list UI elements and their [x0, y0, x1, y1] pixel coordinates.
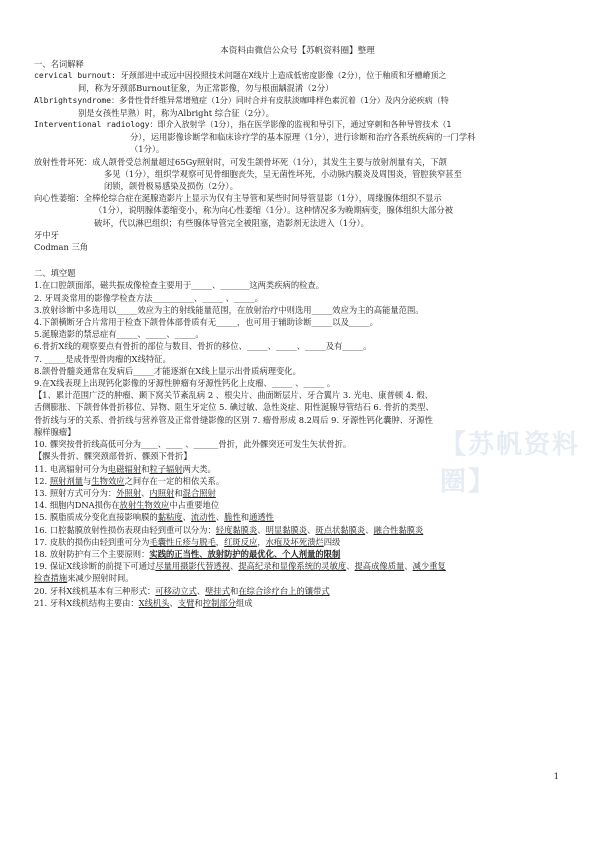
answer-line: 骨折线与牙的关系、骨折线与营养管及正常骨缝影像的区别 7. 瘤骨形成 8.2周后 9. 牙源性钙化囊肿、牙源性 [34, 414, 433, 425]
definition-line: 别是女孩性早熟）时，称为Albright 综合征（2分）。 [78, 107, 274, 118]
question-line: 2. 牙周炎常用的影像学检查方法__________、_____ 、_____。 [34, 292, 263, 303]
definition-line: Interventional radiology：即介入放射学（1分），指在医学影像的监视和导引下，通过穿刺和各种导管技术（1 [34, 120, 452, 130]
question-line: 3.放射诊断中多选用以_____效应为主的射线能量范围，在放射治疗中则选用_____效应为主的高能量范围。 [34, 304, 424, 315]
question-line: 18. 放射防护有三个主要原则：实践的正当性、放射防护的最优化、个人剂量的限制 [34, 548, 341, 559]
answer-line: 腺样腺瘤】 [34, 426, 76, 437]
section-title-fill-blank: 二、填空题 [34, 268, 76, 279]
question-line: 4.下颌横断牙合片常用于检查下颌骨体部骨质有无_____，也可用于辅助诊断_____以及_____。 [34, 317, 378, 328]
definition-line: cervical burnout: 牙颈部进中或远中因投照技术问题在X线片上造成低密度影像（2分），位于釉质和牙槽嵴顶之 [34, 71, 447, 81]
question-line: 15. 膜脂质成分变化直接影响膜的黏粘度、流动性、脆性和通透性 [34, 512, 274, 523]
section-title-definitions: 一、名词解释 [34, 59, 84, 69]
question-line: 检查措施来减少照射时间。 [34, 573, 134, 584]
answer-line: 【髁头骨折、髁突颈部骨折、髁颈下骨折】 [34, 451, 192, 462]
question-line: 6.骨折X线的观察要点有骨折的部位与数目、骨折的移位、_____、_____、_____及有_____。 [34, 341, 372, 352]
question-line: 5.涎腺造影的禁忌症有_____、_____、_____。 [34, 329, 204, 340]
question-line: 20. 牙科X线机基本有三种形式：可移动立式、壁挂式和在综合诊疗台上的镶带式 [34, 585, 330, 596]
definition-line: 间，称为牙颈部Burnout征象，为正常影像，勿与根面龋混淆（2分） [78, 83, 334, 94]
definition-line: Albrightsyndrome：多骨性骨纤维异常增殖症（1分）同时合并有皮肤淡咖啡样色素沉着（1分）及内分泌疾病（特 [34, 95, 449, 105]
definition-line: （1分），说明腺体萎缩变小，称为向心性萎缩（1分）。这种情况多为晚期病变，腺体组织大部分被 [94, 205, 454, 216]
definition-line: 破坏，代以淋巴组织；有些腺体导管完全被阻塞，造影剂无法进入（1分）。 [94, 217, 369, 228]
question-line: 7. _____是成骨型骨肉瘤的X线特征。 [34, 353, 171, 364]
answer-line: 舌侧膨胀、下颌骨体骨折移位、异物、阻生牙定位 5. 碘过敏、急性炎症、阳性涎腺导管结石 6. 骨折的类型、 [34, 402, 434, 413]
question-line: 11. 电离辐射可分为电磁辐射和粒子辐射两大类。 [34, 463, 216, 474]
definition-term: 牙中牙 [34, 229, 59, 240]
question-line: 9.在X线表现上出现钙化影像的牙源性肿瘤有牙源性钙化上皮瘤、_____ 、_____ 。 [34, 378, 336, 389]
definition-line: 放射性骨坏死：成人颌骨受总剂量超过65Gy照射时，可发生颌骨坏死（1分），其发生主要与放射剂量有关，下颌 [34, 156, 447, 167]
definition-line: 闭锁，颌骨极易感染及损伤（2分）。 [104, 181, 238, 192]
page-header: 本资料由微信公众号【苏帆资料圈】整理 [220, 46, 375, 56]
question-line: 16. 口腔黏膜放射性损伤表现由轻到重可以分为：轻度黏膜炎、明显黏膜炎、斑点状黏膜炎、融合性黏膜炎 [34, 524, 424, 535]
page-number: 1 [553, 772, 559, 782]
document-body [34, 58, 564, 609]
definition-line: 分），运用影像诊断学和临床诊疗学的基本原理（1分），进行诊断和治疗各系统疾病的一门学科 [130, 132, 476, 143]
question-line: 17. 皮肤的损伤由轻到重可分为毛囊性丘疹与脱毛，红斑反应，水疱及坏死溃烂四级 [34, 536, 341, 547]
question-line: 1.在口腔颌面部，磁共振成像检查主要用于_____、_______这两类疾病的检查。 [34, 280, 325, 291]
question-line: 10. 髁突按骨折线高低可分为____、____ 、______骨折，此外髁突还可发生矢状骨折。 [34, 439, 352, 450]
definition-term: Codman 三角 [34, 242, 89, 253]
question-line: 13. 照射方式可分为：外照射、内照射和混合照射 [34, 487, 216, 498]
answer-line: 【1、累计范围广泛的肿瘤、颞下窝关节紊乱病 2 、根尖片、曲面断层片、牙合翼片 3. 光电、康普顿 4. 煅、 [34, 390, 433, 401]
watermark: 【苏帆资料圈】 [440, 430, 581, 497]
question-line: 21. 牙科X线机结构主要由：X线机头、支臂和控制部分组成 [34, 597, 253, 608]
question-line: 19. 保证X线诊断的前提下可通过尽量用摄影代替透视、提高纪录和显像系统的灵敏度、提高成像质量、减少重复 [34, 561, 446, 572]
definition-line: （1分）。 [130, 144, 165, 155]
definition-line: 向心性萎缩：全棒伦综合症在涎腺造影片上显示为仅有主导管和某些时间导管显影（1分），周缘腺体组织不显示 [34, 193, 442, 204]
question-line: 12. 照射剂量与生物效应之间存在一定的相依关系。 [34, 475, 225, 486]
question-line: 8.颌骨骨髓炎通常在发病后_____才能逐渐在X线上显示出骨质病理变化。 [34, 365, 301, 376]
question-line: 14. 细胞内DNA损伤在放射生物效应中占重要地位 [34, 500, 220, 511]
definition-line: 多见（1分），组织学观察可见骨细胞丧失，呈无菌性坏死，小动脉内膜炎及周围炎，管腔狭窄甚至 [104, 168, 462, 179]
